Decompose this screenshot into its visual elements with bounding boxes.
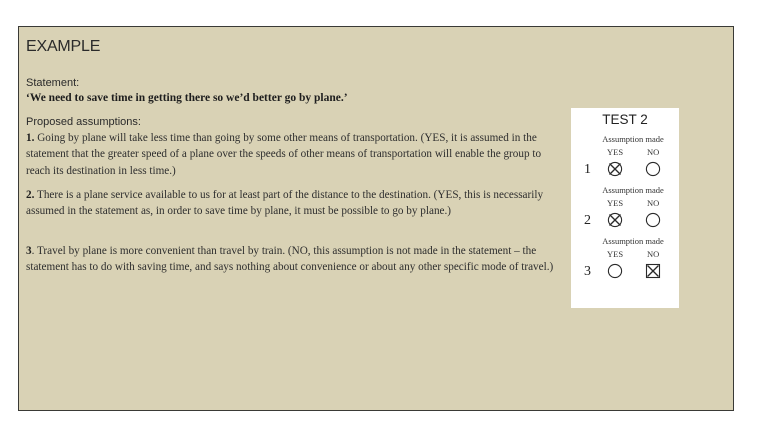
proposed-assumptions-label: Proposed assumptions: xyxy=(26,116,141,128)
assumption-made-caption: Assumption made xyxy=(602,134,664,144)
empty-circle-icon xyxy=(645,161,661,177)
row-number: 3 xyxy=(584,264,591,279)
assumption-1 xyxy=(26,130,568,179)
assumption-3 xyxy=(26,243,568,276)
assumption-number: 1. xyxy=(26,132,35,144)
yes-option[interactable] xyxy=(607,263,623,284)
no-label: NO xyxy=(647,147,660,157)
assumption-made-caption: Assumption made xyxy=(602,185,664,195)
statement-label: Statement: xyxy=(26,77,80,89)
no-option[interactable] xyxy=(645,212,661,233)
answer-row xyxy=(571,236,679,286)
no-label: NO xyxy=(647,249,660,259)
answer-sheet xyxy=(571,108,679,308)
empty-circle-icon xyxy=(607,263,623,279)
yes-label: YES xyxy=(607,198,624,208)
no-option[interactable] xyxy=(645,263,661,284)
statement-text: ‘We need to save time in getting there so we’d better go by plane.’ xyxy=(26,92,348,104)
empty-circle-icon xyxy=(645,212,661,228)
assumption-number: 3 xyxy=(26,245,32,257)
assumption-text: Going by plane will take less time than going by some other means of transportation. (YES, it is assumed in the statement that the greater speed of a plane over the speeds of other means of transportation will enable the group to reach its destination in less time.) xyxy=(26,132,542,177)
marked-option-icon xyxy=(645,263,661,279)
marked-option-icon xyxy=(607,161,623,177)
assumption-made-caption: Assumption made xyxy=(602,236,664,246)
test-title: TEST 2 xyxy=(602,112,648,127)
assumption-text: . Travel by plane is more convenient than travel by train. (NO, this assumption is not made in the statement – the statement has to do with saving time, and says nothing about convenience or about any other specific mode of travel.) xyxy=(26,245,554,274)
no-option[interactable] xyxy=(645,161,661,182)
answer-row xyxy=(571,185,679,235)
yes-label: YES xyxy=(607,147,624,157)
yes-option[interactable] xyxy=(607,212,623,233)
yes-label: YES xyxy=(607,249,624,259)
marked-option-icon xyxy=(607,212,623,228)
answer-row xyxy=(571,134,679,184)
row-number: 2 xyxy=(584,213,591,228)
example-heading: EXAMPLE xyxy=(26,38,101,55)
row-number: 1 xyxy=(584,162,591,177)
assumption-2 xyxy=(26,187,568,220)
example-panel xyxy=(18,26,734,411)
no-label: NO xyxy=(647,198,660,208)
yes-option[interactable] xyxy=(607,161,623,182)
assumption-number: 2. xyxy=(26,189,35,201)
assumption-text: There is a plane service available to us for at least part of the distance to the destination. (YES, this is necessarily assumed in the statement as, in order to save time by plane, it must be possible to go by plane.) xyxy=(26,189,544,218)
